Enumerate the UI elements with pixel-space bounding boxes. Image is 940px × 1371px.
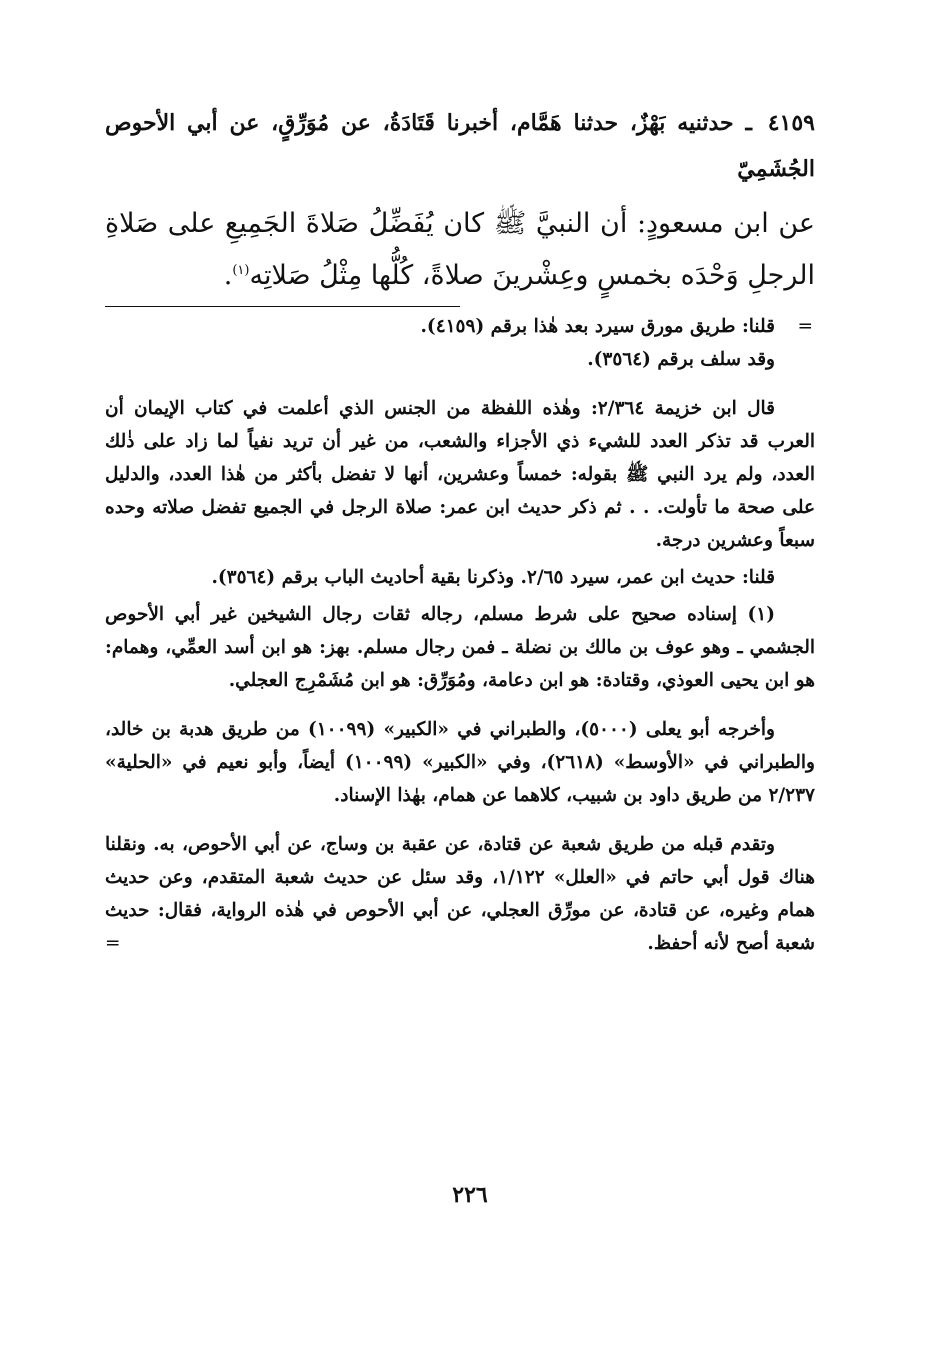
continuation-mark: =: [797, 316, 813, 337]
footnote-separator-wrap: [105, 302, 815, 310]
footnote-1-prior-route: وتقدم قبله من طريق شعبة عن قتادة، عن عقبة بن وساج، عن أبي الأحوص، به. ونقلنا هناك قول أبي حاتم في «العلل» ١/١٢٢، وقد سئل عن حديث شعبة المتقدم، وعن حديث همام وغيره، عن قتادة، عن مورِّق العجلي، عن أبي الأحوص في هٰذه الرواية، فقال: حديث شعبة أصح لأنه أحفظ. =: [105, 828, 815, 960]
page-number: ٢٢٦: [452, 1182, 488, 1208]
page-content: [105, 100, 815, 960]
footnotes: [105, 392, 815, 960]
note-ibn-umar: قلنا: حديث ابن عمر، سيرد ٢/٦٥. وذكرنا بقية أحاديث الباب برقم (٣٥٦٤).: [211, 567, 775, 588]
footnote-reference: (١): [232, 263, 250, 278]
note-ibn-khuzayma: قال ابن خزيمة ٢/٣٦٤: وهٰذه اللفظة من الجنس الذي أعلمت في كتاب الإيمان أن العرب قد تذكر العدد للشيء ذي الأجزاء والشعب، من غير أن تريد نفياً لما زاد على ذٰلك العدد، ولم يرد النبي ﷺ بقوله: خمساً وعشرين، أنها لا تفضل بأكثر من هٰذا العدد، والدليل على صحة ما تأولت. . . ثم ذكر حديث ابن عمر: صلاة الرجل في الجميع تفضل صلاته وحده سبعاً وعشرين درجة.: [105, 398, 815, 551]
hadith-number: ٤١٥٩: [767, 110, 815, 136]
hadith-text: عن ابن مسعودٍ: أن النبيَّ ﷺ كان يُفَضِّلُ صَلاةَ الجَمِيعِ على صَلاةِ الرجلِ وَحْدَه بخمسٍ وعِشْرينَ صلاةً، كُلُّها مِثْلُ صَلاتِه: [105, 208, 815, 291]
continued-note-line-2: وقد سلف برقم (٣٥٦٤).: [587, 349, 775, 370]
hadith-matn: عن ابن مسعودٍ: أن النبيَّ ﷺ كان يُفَضِّلُ صَلاةَ الجَمِيعِ على صَلاةِ الرجلِ وَحْدَه بخمسٍ وعِشْرينَ صلاةً، كُلُّها مِثْلُ صَلاتِه$^{(١)}$.: [105, 208, 815, 291]
hadith-isnad: [105, 100, 815, 192]
trailing-continuation-mark: =: [105, 933, 121, 954]
hadith-chain: ـ حدثنيه بَهْزٌ، حدثنا هَمَّام، أخبرنا قَتَادَةُ، عن مُوَرِّقٍ، عن أبي الأحوص الجُشَمِيّ: [105, 110, 815, 182]
footnote-separator: [105, 306, 460, 307]
footnote-1-takhrij: وأخرجه أبو يعلى (٥٠٠٠)، والطبراني في «الكبير» (١٠٠٩٩) من طريق هدبة بن خالد، والطبراني في «الأوسط» (٢٦١٨)، وفي «الكبير» (١٠٠٩٩) أيضاً، وأبو نعيم في «الحلية» ٢/٢٣٧ من طريق داود بن شبيب، كلاهما عن همام، بهٰذا الإسناد.: [105, 719, 815, 806]
footnote-1-isnad: (١) إسناده صحيح على شرط مسلم، رجاله ثقات رجال الشيخين غير أبي الأحوص الجشمي ـ وهو عوف بن مالك بن نضلة ـ فمن رجال مسلم. بهز: هو ابن أسد العمِّي، وهمام: هو ابن يحيى العوذي، وقتادة: هو ابن دعامة، ومُوَرِّق: هو ابن مُشَمْرِج العجلي.: [105, 604, 815, 691]
continued-note-line-1: = قلنا: طريق مورق سيرد بعد هٰذا برقم (٤١٥٩).: [105, 310, 815, 343]
footnote-continuation: [105, 310, 815, 376]
